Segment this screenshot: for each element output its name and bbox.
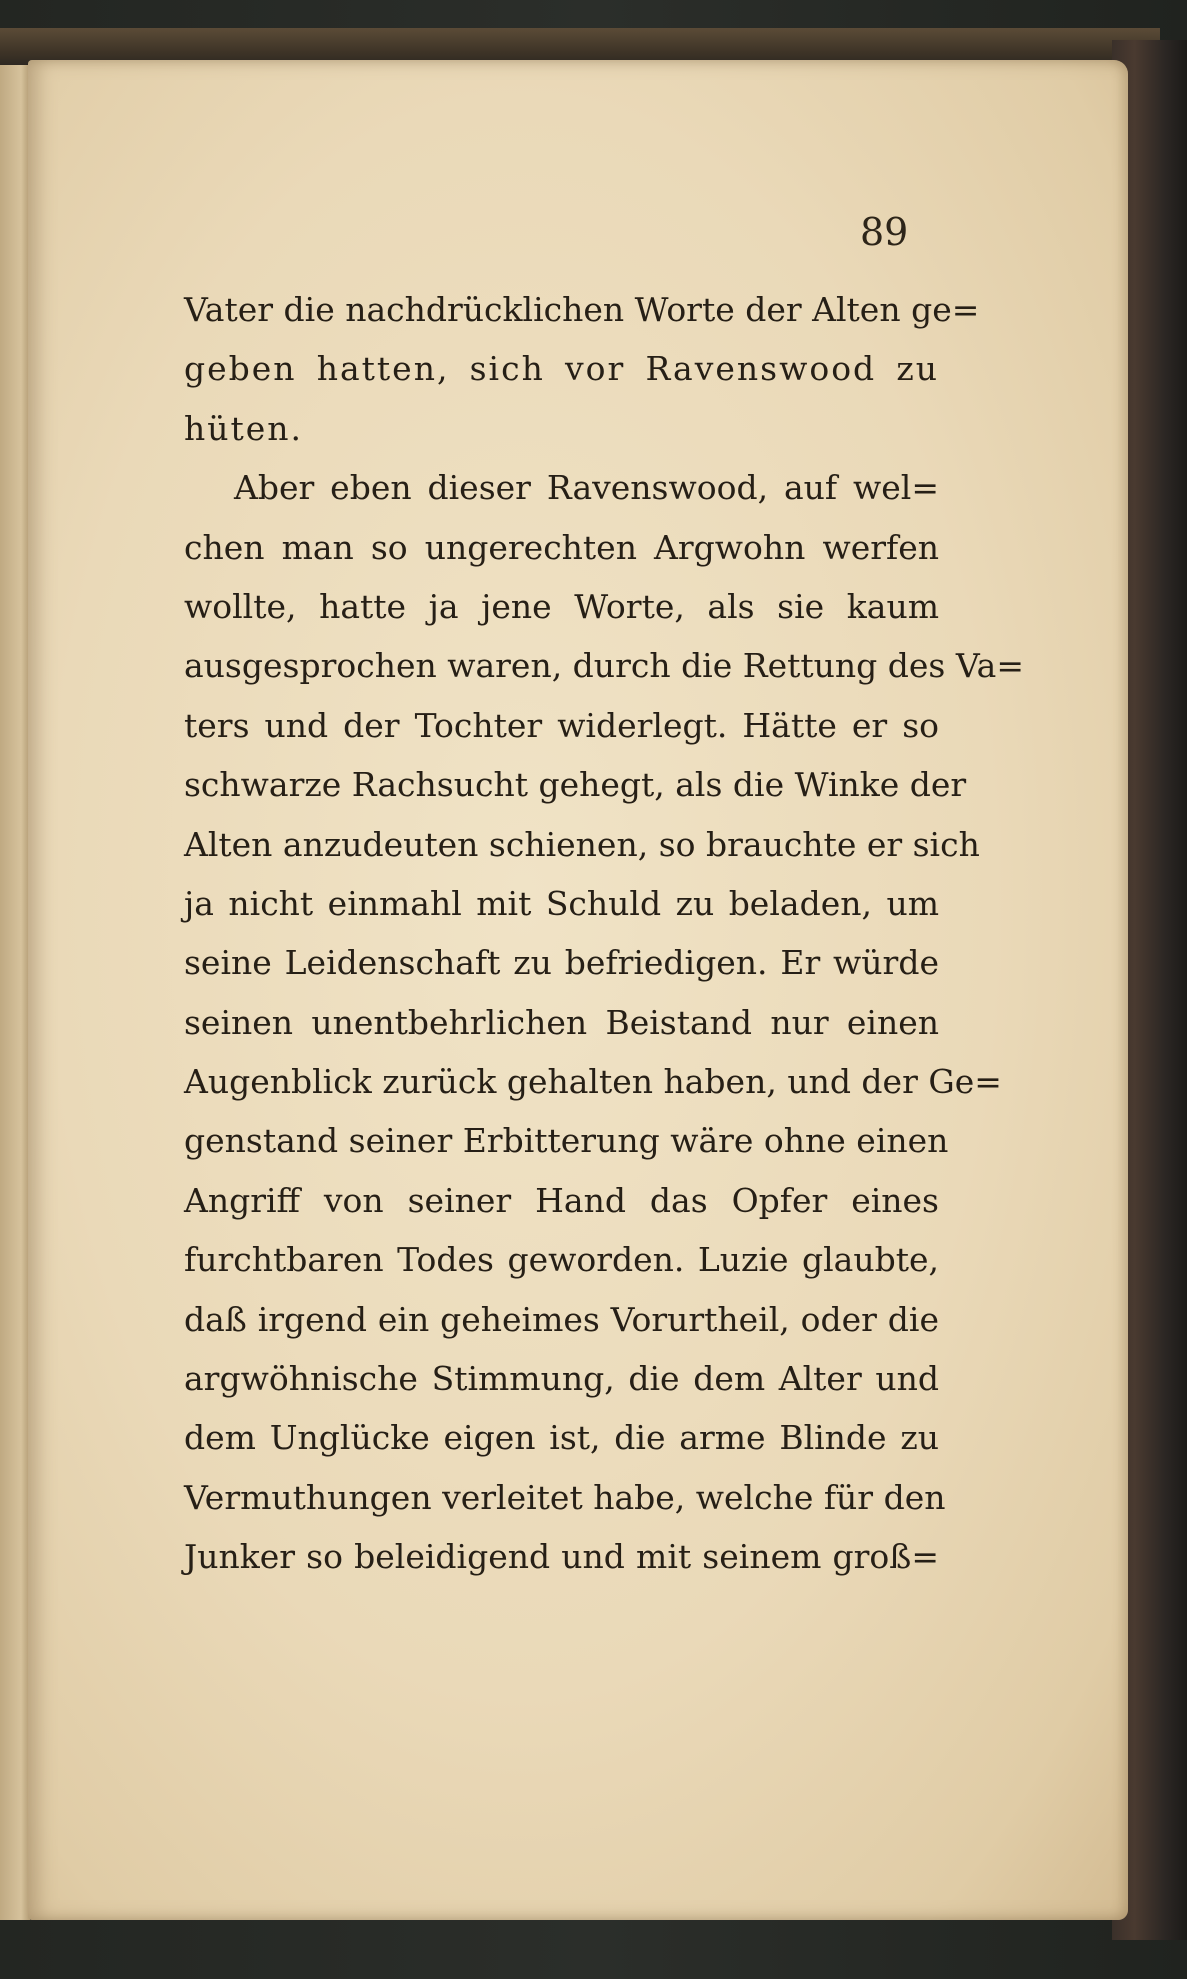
text-line: seinen unentbehrlichen Beistand nur einen (184, 1002, 939, 1042)
text-line: schwarze Rachsucht gehegt, als die Winke der (184, 765, 967, 805)
text-line: genstand seiner Erbitterung wäre ohne einen (184, 1121, 949, 1161)
text-line: Vater die nachdrücklichen Worte der Alten ge= (184, 290, 980, 329)
text-line: Augenblick zurück gehalten haben, und der Ge= (184, 1062, 1002, 1102)
text-line: chen man so ungerechten Argwohn werfen (184, 527, 939, 567)
text-line: Junker so beleidigend und mit seinem groß= (184, 1537, 939, 1577)
text-line: seine Leidenschaft zu befriedigen. Er würde (184, 943, 939, 983)
text-line: ters und der Tochter widerlegt. Hätte er so (184, 705, 939, 745)
text-line: ja nicht einmahl mit Schuld zu beladen, um (184, 883, 939, 923)
text-line: Vermuthungen verleitet habe, welche für den (184, 1477, 946, 1517)
text-line: geben hatten, sich vor Ravenswood zu (184, 349, 939, 389)
text-line: hüten. (184, 408, 304, 448)
text-line: Angriff von seiner Hand das Opfer eines (184, 1180, 939, 1220)
text-line: ausgesprochen waren, durch die Rettung des Va= (184, 646, 1024, 686)
text-line: daß irgend ein geheimes Vorurtheil, oder die (184, 1299, 939, 1339)
text-line: Aber eben dieser Ravenswood, auf wel= (234, 468, 939, 508)
facing-page-edge (0, 65, 30, 1920)
text-line: dem Unglücke eigen ist, die arme Blinde zu (184, 1418, 939, 1458)
page-body-text (184, 280, 1024, 1587)
text-line: argwöhnische Stimmung, die dem Alter und (184, 1359, 939, 1399)
text-line: wollte, hatte ja jene Worte, als sie kaum (184, 586, 939, 626)
page-number: 89 (860, 210, 909, 254)
text-line: furchtbaren Todes geworden. Luzie glaubte, (184, 1240, 939, 1280)
text-line: Alten anzudeuten schienen, so brauchte er sich (184, 824, 980, 864)
